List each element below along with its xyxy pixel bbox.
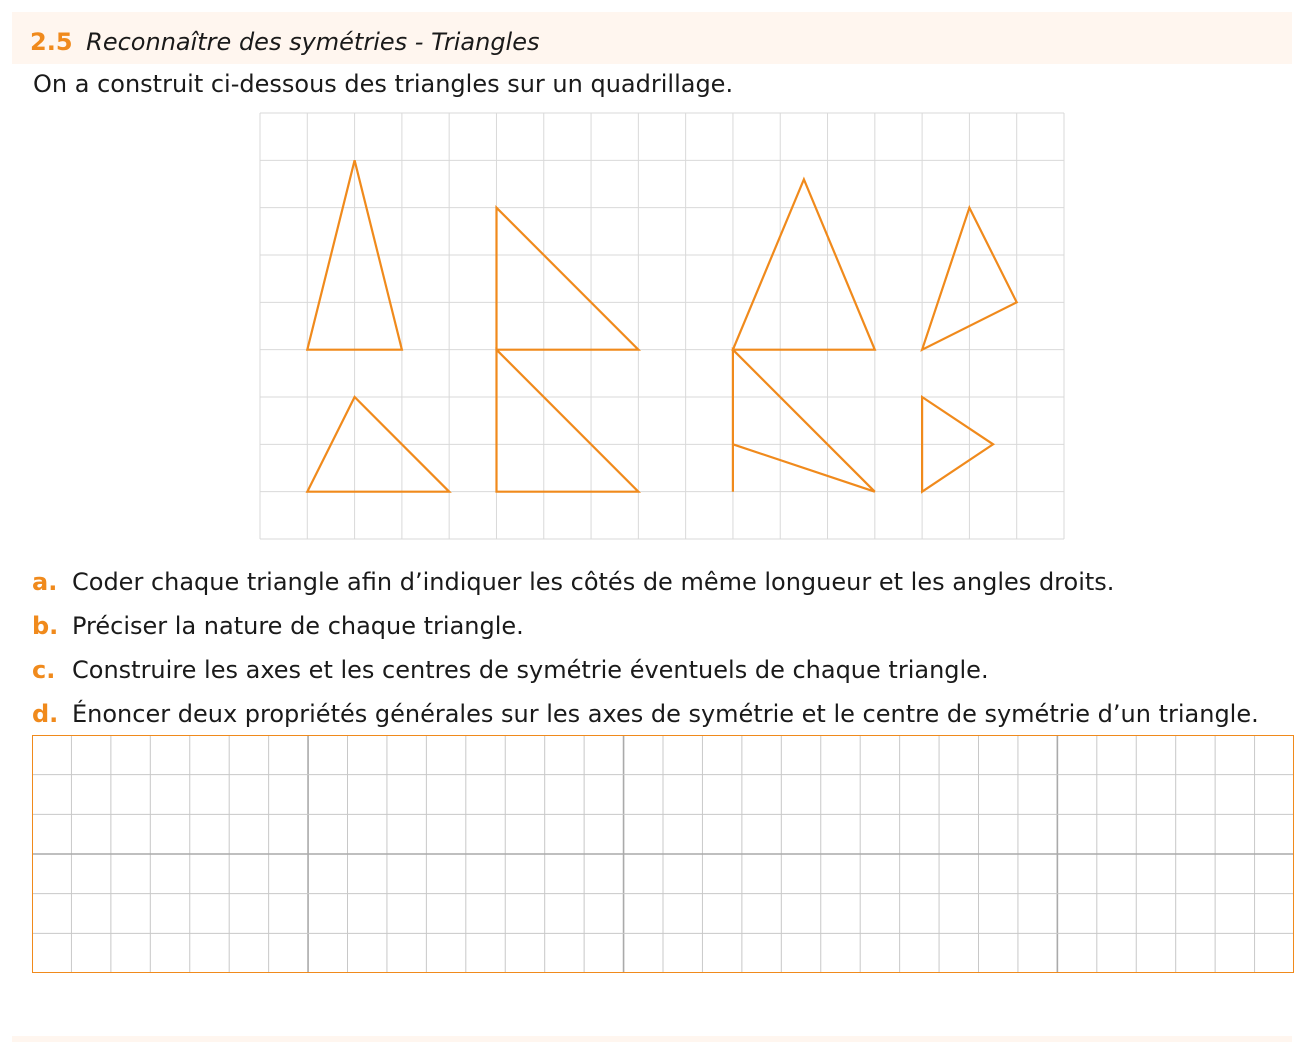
answer-grid[interactable] <box>32 735 1294 973</box>
footer-band <box>12 1036 1292 1042</box>
questions-list <box>32 560 1259 736</box>
question-text: Préciser la nature de chaque triangle. <box>72 612 524 640</box>
triangle-7 <box>733 350 875 492</box>
question-d <box>32 692 1259 736</box>
exercise-header <box>30 26 539 58</box>
question-letter: a. <box>32 568 58 596</box>
triangle-3 <box>733 179 875 349</box>
question-letter: d. <box>32 700 59 728</box>
question-text: Coder chaque triangle afin d’indiquer les côtés de même longueur et les angles droits. <box>72 568 1115 596</box>
triangle-6 <box>497 350 639 492</box>
exercise-title: Reconnaître des symétries - Triangles <box>86 28 540 56</box>
question-c <box>32 648 1259 692</box>
exercise-intro: On a construit ci-dessous des triangles sur un quadrillage. <box>33 70 734 98</box>
question-b <box>32 604 1259 648</box>
exercise-number: 2.5 <box>30 28 73 56</box>
question-text: Énoncer deux propriétés générales sur les axes de symétrie et le centre de symétrie d’un triangle. <box>72 700 1259 728</box>
question-letter: c. <box>32 656 56 684</box>
question-a <box>32 560 1259 604</box>
triangles-figure <box>259 112 1065 540</box>
triangle-2 <box>497 208 639 350</box>
question-letter: b. <box>32 612 59 640</box>
question-text: Construire les axes et les centres de symétrie éventuels de chaque triangle. <box>72 656 989 684</box>
